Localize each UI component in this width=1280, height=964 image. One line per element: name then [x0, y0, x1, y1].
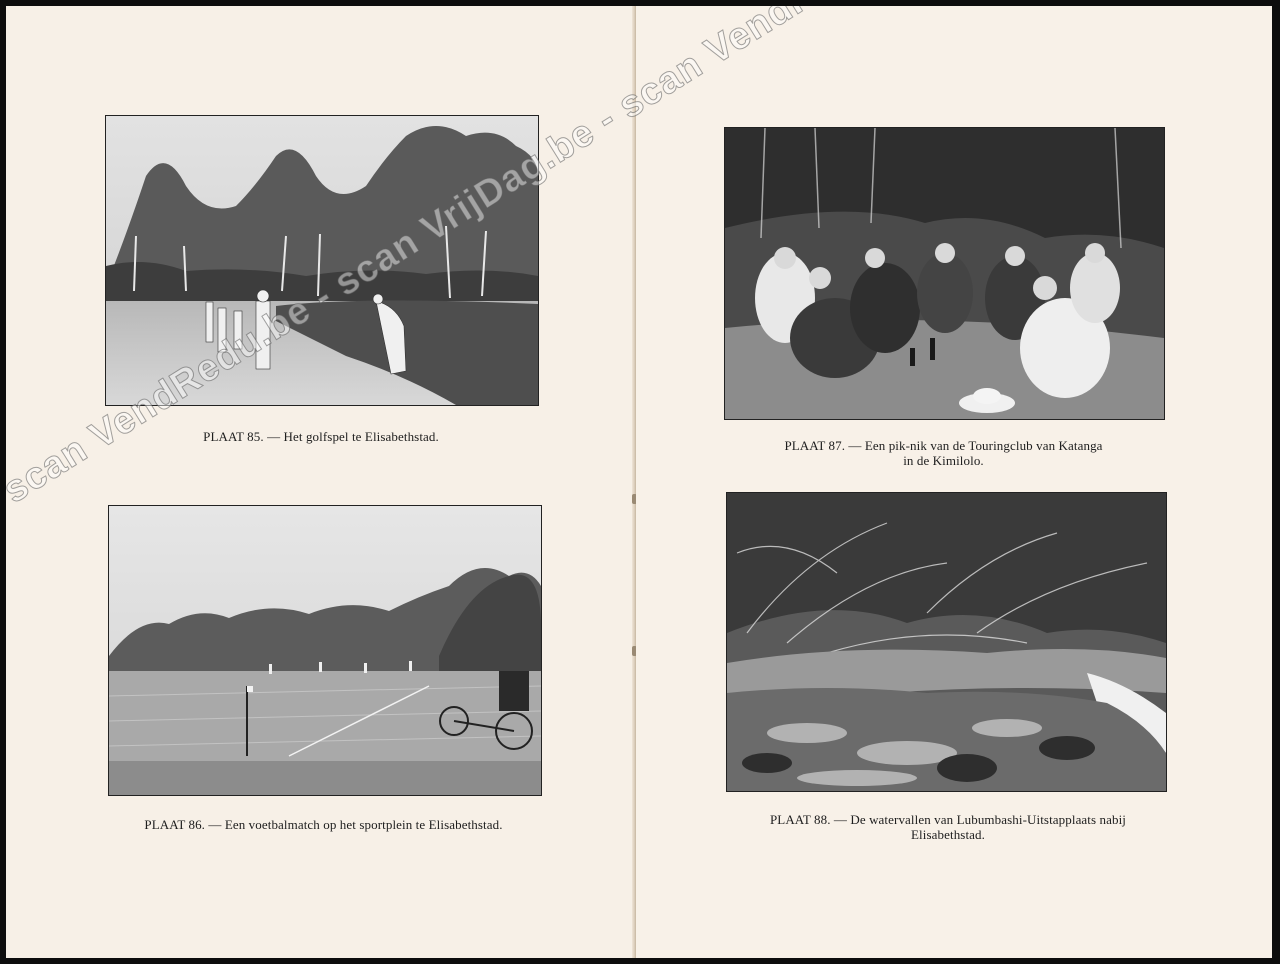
- plate-88-photo: [726, 492, 1167, 792]
- plate-88-caption: [728, 812, 1168, 842]
- plate-87-photo: [724, 127, 1165, 420]
- left-page: [6, 6, 634, 958]
- plate-88-caption-line1: PLAAT 88. — De watervallen van Lubumbashi-Uitstapplaats nabij: [769, 812, 1127, 827]
- plate-85-photo: [105, 115, 539, 406]
- plate-85-caption: PLAAT 85. — Het golfspel te Elisabethstad.: [203, 429, 439, 444]
- picnic-group-image: [725, 128, 1164, 419]
- scan-watermark: scan VendRedu.be - scan VrijDag.be - scan: [6, 43, 711, 512]
- plate-87-caption: [736, 438, 1151, 468]
- golf-scene-image: [106, 116, 538, 405]
- waterfall-image: [727, 493, 1166, 791]
- plate-87-caption-line2: in de Kimilolo.: [903, 453, 984, 468]
- right-page: [636, 6, 1272, 958]
- football-field-image: [109, 506, 541, 795]
- plate-86-caption: PLAAT 86. — Een voetbalmatch op het sportplein te Elisabethstad.: [144, 817, 503, 832]
- plate-86-photo: [108, 505, 542, 796]
- plate-87-caption-line1: PLAAT 87. — Een pik-nik van de Touringclub van Katanga: [784, 438, 1103, 453]
- book-spread: [6, 6, 1272, 958]
- plate-88-caption-line2: Elisabethstad.: [911, 827, 985, 842]
